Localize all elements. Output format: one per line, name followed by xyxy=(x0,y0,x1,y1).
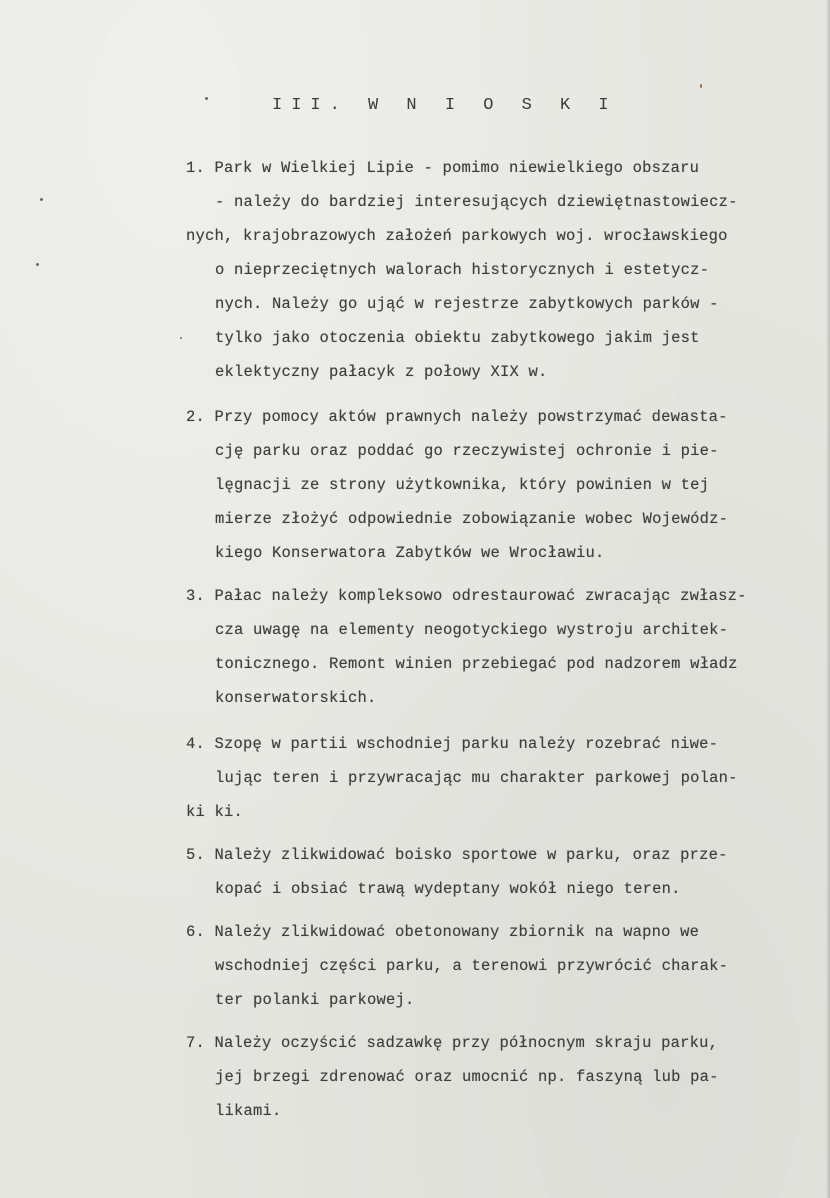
paper-speck xyxy=(36,263,39,266)
text-line: likami. xyxy=(215,1102,282,1120)
text-line: - należy do bardziej interesujących dziewiętnastowiecz- xyxy=(215,193,738,211)
text-line: nych. Należy go ująć w rejestrze zabytkowych parków - xyxy=(215,295,719,313)
text-line: 3. Pałac należy kompleksowo odrestaurować zwracając zwłasz- xyxy=(186,587,747,605)
text-line: mierze złożyć odpowiednie zobowiązanie wobec Wojewódz- xyxy=(215,510,729,528)
text-line: wschodniej części parku, a terenowi przywrócić charak- xyxy=(215,957,729,975)
text-line: cza uwagę na elementy neogotyckiego wystroju architek- xyxy=(215,621,729,639)
text-line: tonicznego. Remont winien przebiegać pod nadzorem władz xyxy=(215,655,738,673)
text-line: lując teren i przywracając mu charakter parkowej polan- xyxy=(215,769,738,787)
text-line: jej brzegi zdrenować oraz umocnić np. faszyną lub pa- xyxy=(215,1068,719,1086)
text-line: ter polanki parkowej. xyxy=(215,991,415,1009)
text-line: kiego Konserwatora Zabytków we Wrocławiu. xyxy=(215,544,605,562)
text-line: 5. Należy zlikwidować boisko sportowe w parku, oraz prze- xyxy=(186,846,728,864)
paper-speck xyxy=(180,337,182,339)
section-heading: III. W N I O S K I xyxy=(272,96,618,115)
paper-speck xyxy=(40,198,43,201)
text-line: o nieprzeciętnych walorach historycznych i estetycz- xyxy=(215,261,710,279)
text-line: 2. Przy pomocy aktów prawnych należy powstrzymać dewasta- xyxy=(186,408,728,426)
text-line: 4. Szopę w partii wschodniej parku należy rozebrać niwe- xyxy=(186,735,719,753)
page-edge-shadow xyxy=(826,0,830,1198)
text-line: ki ki. xyxy=(186,803,244,821)
text-line: lęgnacji ze strony użytkownika, który powinien w tej xyxy=(215,476,710,494)
text-line: 7. Należy oczyścić sadzawkę przy północnym skraju parku, xyxy=(186,1034,719,1052)
text-line: cję parku oraz poddać go rzeczywistej ochronie i pie- xyxy=(215,442,719,460)
text-line: kopać i obsiać trawą wydeptany wokół niego teren. xyxy=(215,880,681,898)
text-line: eklektyczny pałacyk z połowy XIX w. xyxy=(215,363,548,381)
text-line: nych, krajobrazowych założeń parkowych woj. wrocławskiego xyxy=(186,227,728,245)
paper-speck xyxy=(700,84,702,88)
text-line: tylko jako otoczenia obiektu zabytkowego jakim jest xyxy=(215,329,700,347)
text-line: konserwatorskich. xyxy=(215,689,377,707)
text-line: 1. Park w Wielkiej Lipie - pomimo niewielkiego obszaru xyxy=(186,159,700,177)
paper-speck xyxy=(205,97,208,100)
text-line: 6. Należy zlikwidować obetonowany zbiornik na wapno we xyxy=(186,923,700,941)
